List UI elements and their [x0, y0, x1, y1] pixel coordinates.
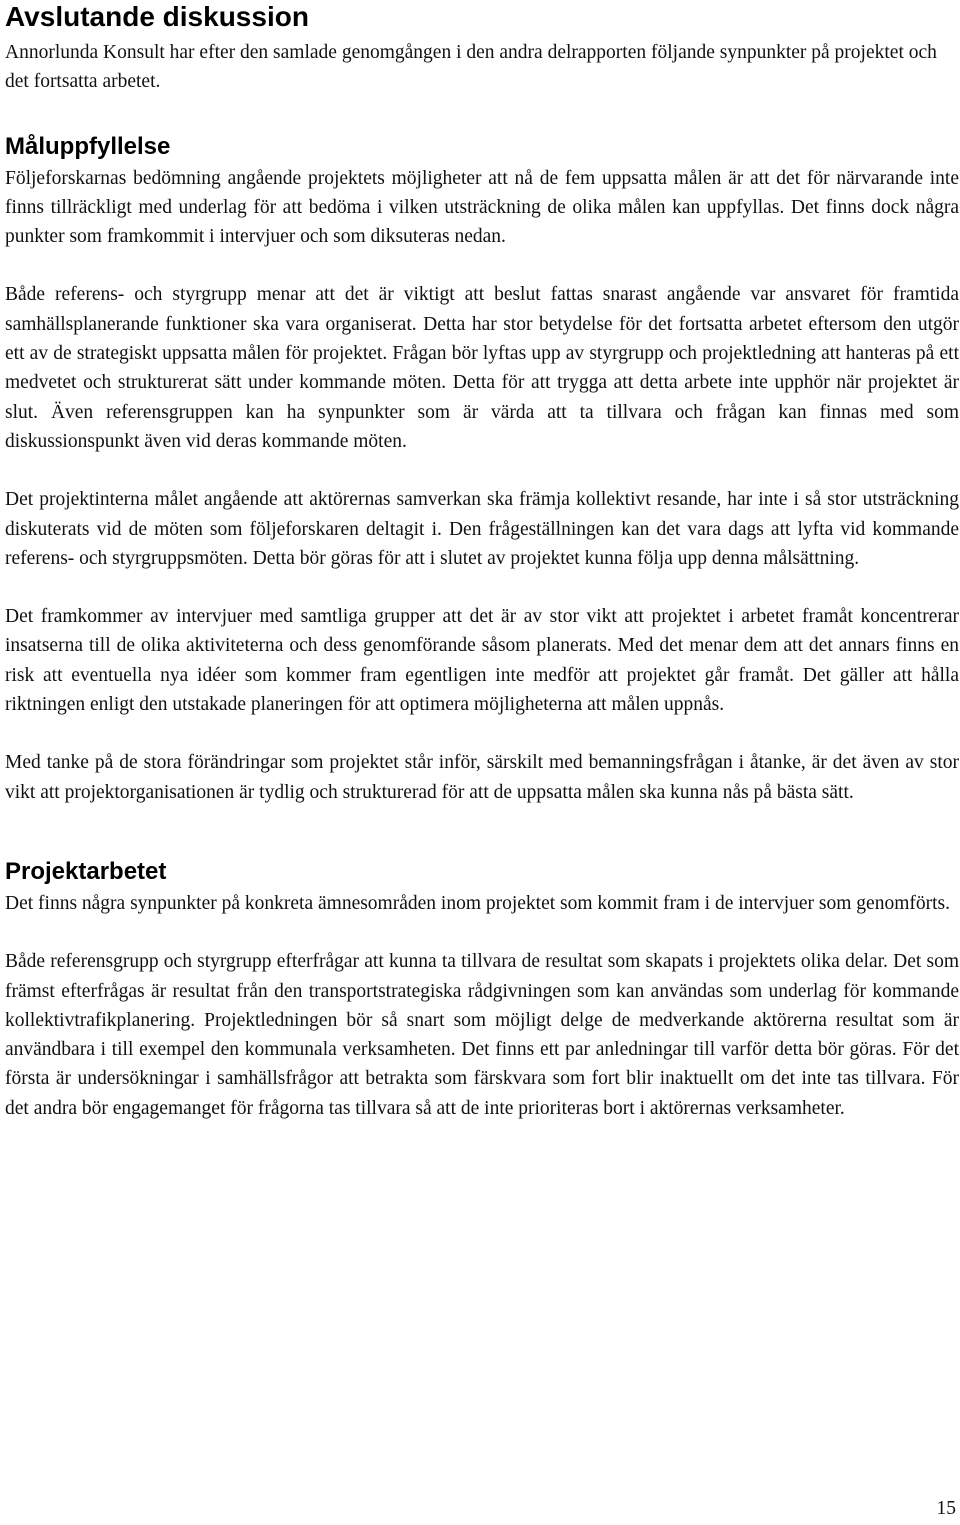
paragraph: Både referens- och styrgrupp menar att det är viktigt att beslut fattas snarast angående var ansvaret för framtida samhällsplanerande funktioner ska vara organiserat. Detta har stor betydelse för det fortsatta arbetet eftersom den utgör ett av de strategiskt uppsatta målen för projektet. Frågan bör lyftas upp av styrgrupp och projektledning att hanteras på ett medvetet och strukturerat sätt under kommande möten. Detta för att trygga att detta arbete inte upphör när projektet är slut. Även referensgruppen kan ha synpunkter som är värda att ta tillvara och frågan kan finnas med som diskussionspunkt även vid deras kommande möten. [5, 284, 959, 452]
paragraph: Det projektinterna målet angående att aktörernas samverkan ska främja kollektivt resande, har inte i så stor utsträckning diskuterats vid de möten som följeforskaren deltagit i. Den frågeställningen kan det vara dags att lyfta vid kommande referens- och styrgruppsmöten. Detta bör göras för att i slutet av projektet kunna följa upp denna målsättning. [5, 489, 959, 569]
section-heading-avslutande-diskussion: Avslutande diskussion [5, 1, 309, 32]
section-heading-maluppfyllelse: Måluppfyllelse [5, 132, 171, 160]
paragraph: Följeforskarnas bedömning angående projektets möjligheter att nå de fem uppsatta målen är att det för närvarande inte finns tillräckligt med underlag för att bedöma i vilken utsträckning de olika målen kan uppfyllas. Det finns dock några punkter som framkommit i intervjuer och som diksuteras nedan. [5, 167, 959, 248]
document-page [5, 0, 959, 1123]
intro-paragraph: Annorlunda Konsult har efter den samlade genomgången i den andra delrapporten följande synpunkter på projektet och det fortsatta arbetet. [5, 42, 937, 93]
paragraph: Det framkommer av intervjuer med samtliga grupper att det är av stor vikt att projektet i arbetet framåt koncentrerar insatserna till de olika aktiviteterna och dess genomförande såsom planerats. Med det menar dem att det annars finns en risk att eventuella nya idéer som kommer fram egentligen inte medför att projektet går framåt. Det gäller att hålla riktningen enligt den utstakade planeringen för att optimera möjligheterna att målen uppnås. [5, 606, 959, 716]
paragraph: Med tanke på de stora förändringar som projektet står inför, särskilt med bemanningsfrågan i åtanke, är det även av stor vikt att projektorganisationen är tydlig och strukturerad för att de uppsatta målen ska kunna nås på bästa sätt. [5, 752, 959, 803]
section-heading-projektarbetet: Projektarbetet [5, 857, 167, 885]
paragraph: Både referensgrupp och styrgrupp efterfrågar att kunna ta tillvara de resultat som skapats i projektets olika delar. Det som främst efterfrågas är resultat från den transportstrategiska rådgivningen som kan användas som underlag för kommande kollektivtrafikplanering. Projektledningen bör så snart som möjligt delge de medverkande aktörerna resultat som är användbara i till exempel den kommunala verksamheten. Det finns ett par anledningar till varför detta bör göras. För det första är undersökningar i samhällsfrågor att betrakta som färskvara som fort blir inaktuellt om det inte tas tillvara. För det andra bör engagemanget för frågorna tas tillvara så att de inte prioriteras bort i aktörernas verksamheter. [5, 951, 959, 1119]
paragraph: Det finns några synpunkter på konkreta ämnesområden inom projektet som kommit fram i de intervjuer som genomförts. [5, 892, 950, 914]
page-number: 15 [936, 1498, 956, 1519]
